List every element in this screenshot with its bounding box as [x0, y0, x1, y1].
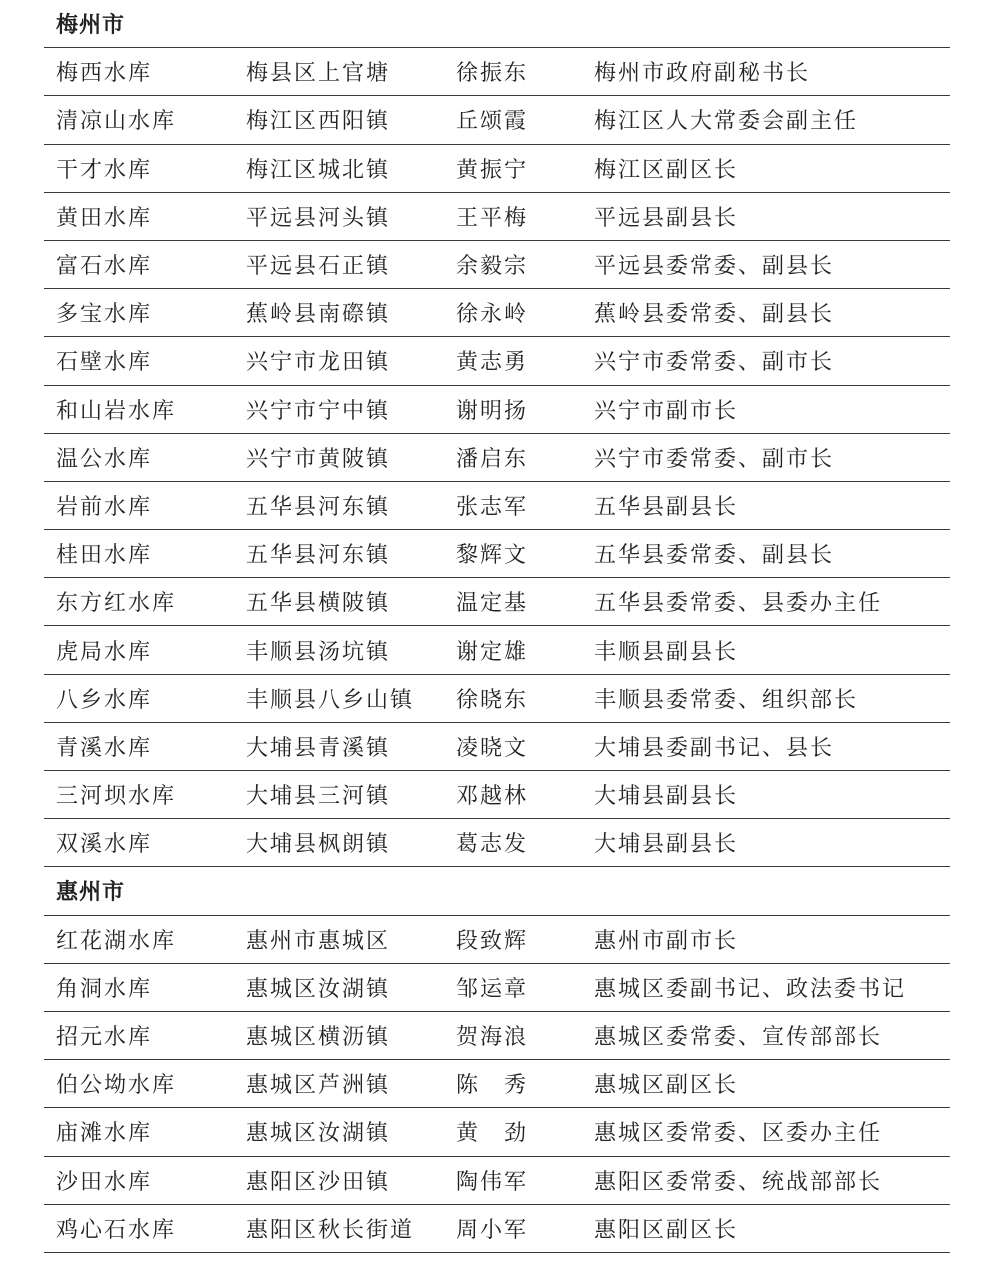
location: 大埔县三河镇 — [246, 784, 391, 810]
table-row — [44, 578, 950, 626]
location: 蕉岭县南磜镇 — [246, 302, 391, 328]
section-header-huizhou — [44, 867, 950, 915]
table-row — [44, 530, 950, 578]
position: 兴宁市委常委、副市长 — [594, 350, 835, 376]
position: 惠州市副市长 — [594, 928, 739, 954]
position: 大埔县委副书记、县长 — [594, 735, 835, 761]
responsible-person: 黄志勇 — [456, 350, 529, 376]
responsible-person: 潘启东 — [456, 446, 529, 472]
table-row — [44, 916, 950, 964]
reservoir-name: 温公水库 — [56, 446, 153, 472]
table-row — [44, 241, 950, 289]
reservoir-name: 岩前水库 — [56, 494, 153, 520]
section-title: 惠州市 — [56, 879, 126, 906]
position: 五华县委常委、县委办主任 — [594, 591, 883, 617]
table-row — [44, 482, 950, 530]
position: 惠阳区委常委、统战部部长 — [594, 1169, 883, 1195]
responsible-person: 凌晓文 — [456, 735, 529, 761]
location: 平远县石正镇 — [246, 254, 391, 280]
responsible-person: 葛志发 — [456, 832, 529, 858]
position: 平远县委常委、副县长 — [594, 254, 835, 280]
position: 惠阳区副区长 — [594, 1217, 739, 1243]
reservoir-name: 招元水库 — [56, 1025, 153, 1051]
responsible-person: 黄振宁 — [456, 157, 529, 183]
position: 大埔县副县长 — [594, 784, 739, 810]
table-row — [44, 1012, 950, 1060]
position: 惠城区委常委、区委办主任 — [594, 1121, 883, 1147]
position: 兴宁市副市长 — [594, 398, 739, 424]
responsible-person: 徐永岭 — [456, 302, 529, 328]
reservoir-name: 庙滩水库 — [56, 1121, 153, 1147]
location: 丰顺县汤坑镇 — [246, 639, 391, 665]
position: 五华县委常委、副县长 — [594, 543, 835, 569]
table-row — [44, 48, 950, 96]
position: 惠城区委副书记、政法委书记 — [594, 976, 907, 1002]
position: 惠城区副区长 — [594, 1073, 739, 1099]
table-row — [44, 723, 950, 771]
table-row — [44, 626, 950, 674]
location: 惠阳区秋长街道 — [246, 1217, 415, 1243]
location: 兴宁市龙田镇 — [246, 350, 391, 376]
responsible-person: 邓越林 — [456, 784, 529, 810]
reservoir-name: 角洞水库 — [56, 976, 153, 1002]
position: 梅江区副区长 — [594, 157, 739, 183]
location: 惠城区横沥镇 — [246, 1025, 391, 1051]
reservoir-name: 多宝水库 — [56, 302, 153, 328]
reservoir-name: 梅西水库 — [56, 61, 153, 87]
reservoir-name: 清凉山水库 — [56, 109, 177, 135]
reservoir-name: 红花湖水库 — [56, 928, 177, 954]
reservoir-name: 伯公坳水库 — [56, 1073, 177, 1099]
responsible-person: 周小军 — [456, 1217, 529, 1243]
reservoir-name: 三河坝水库 — [56, 784, 177, 810]
position: 梅江区人大常委会副主任 — [594, 109, 859, 135]
reservoir-name: 双溪水库 — [56, 832, 153, 858]
responsible-person: 陶伟军 — [456, 1169, 529, 1195]
responsible-person: 王平梅 — [456, 205, 529, 231]
reservoir-name: 石壁水库 — [56, 350, 153, 376]
location: 大埔县枫朗镇 — [246, 832, 391, 858]
table-row — [44, 964, 950, 1012]
location: 梅江区城北镇 — [246, 157, 391, 183]
responsible-person: 徐振东 — [456, 61, 529, 87]
location: 惠城区汝湖镇 — [246, 1121, 391, 1147]
section-header-meizhou — [44, 0, 950, 48]
position: 平远县副县长 — [594, 205, 739, 231]
position: 丰顺县委常委、组织部长 — [594, 687, 859, 713]
responsible-person: 陈 秀 — [456, 1073, 529, 1099]
responsible-person: 谢明扬 — [456, 398, 529, 424]
table-row — [44, 675, 950, 723]
table-row — [44, 771, 950, 819]
table-row — [44, 434, 950, 482]
location: 兴宁市黄陂镇 — [246, 446, 391, 472]
reservoir-name: 青溪水库 — [56, 735, 153, 761]
position: 惠城区委常委、宣传部部长 — [594, 1025, 883, 1051]
location: 五华县河东镇 — [246, 494, 391, 520]
table-row — [44, 193, 950, 241]
responsible-person: 黄 劲 — [456, 1121, 529, 1147]
location: 五华县河东镇 — [246, 543, 391, 569]
table-row — [44, 819, 950, 867]
responsible-person: 黎辉文 — [456, 543, 529, 569]
location: 兴宁市宁中镇 — [246, 398, 391, 424]
location: 丰顺县八乡山镇 — [246, 687, 415, 713]
responsible-person: 谢定雄 — [456, 639, 529, 665]
table-row — [44, 1157, 950, 1205]
table-row — [44, 96, 950, 144]
responsible-person: 段致辉 — [456, 928, 529, 954]
reservoir-name: 东方红水库 — [56, 591, 177, 617]
reservoir-responsibility-table — [44, 0, 950, 1253]
section-title: 梅州市 — [56, 12, 126, 39]
position: 丰顺县副县长 — [594, 639, 739, 665]
table-row — [44, 289, 950, 337]
responsible-person: 邹运章 — [456, 976, 529, 1002]
table-row — [44, 1205, 950, 1253]
table-row — [44, 145, 950, 193]
responsible-person: 张志军 — [456, 494, 529, 520]
reservoir-name: 和山岩水库 — [56, 398, 177, 424]
table-row — [44, 1108, 950, 1156]
reservoir-name: 富石水库 — [56, 254, 153, 280]
responsible-person: 余毅宗 — [456, 254, 529, 280]
position: 大埔县副县长 — [594, 832, 739, 858]
location: 大埔县青溪镇 — [246, 735, 391, 761]
location: 惠阳区沙田镇 — [246, 1169, 391, 1195]
reservoir-name: 干才水库 — [56, 157, 153, 183]
location: 惠城区芦洲镇 — [246, 1073, 391, 1099]
location: 惠城区汝湖镇 — [246, 976, 391, 1002]
reservoir-name: 黄田水库 — [56, 205, 153, 231]
reservoir-name: 八乡水库 — [56, 687, 153, 713]
reservoir-name: 沙田水库 — [56, 1169, 153, 1195]
location: 平远县河头镇 — [246, 205, 391, 231]
position: 蕉岭县委常委、副县长 — [594, 302, 835, 328]
reservoir-name: 桂田水库 — [56, 543, 153, 569]
position: 梅州市政府副秘书长 — [594, 61, 811, 87]
table-row — [44, 337, 950, 385]
table-row — [44, 1060, 950, 1108]
responsible-person: 贺海浪 — [456, 1025, 529, 1051]
location: 惠州市惠城区 — [246, 928, 391, 954]
position: 五华县副县长 — [594, 494, 739, 520]
location: 五华县横陂镇 — [246, 591, 391, 617]
responsible-person: 徐晓东 — [456, 687, 529, 713]
responsible-person: 温定基 — [456, 591, 529, 617]
table-row — [44, 386, 950, 434]
reservoir-name: 虎局水库 — [56, 639, 153, 665]
responsible-person: 丘颂霞 — [456, 109, 529, 135]
location: 梅江区西阳镇 — [246, 109, 391, 135]
location: 梅县区上官塘 — [246, 61, 391, 87]
position: 兴宁市委常委、副市长 — [594, 446, 835, 472]
reservoir-name: 鸡心石水库 — [56, 1217, 177, 1243]
